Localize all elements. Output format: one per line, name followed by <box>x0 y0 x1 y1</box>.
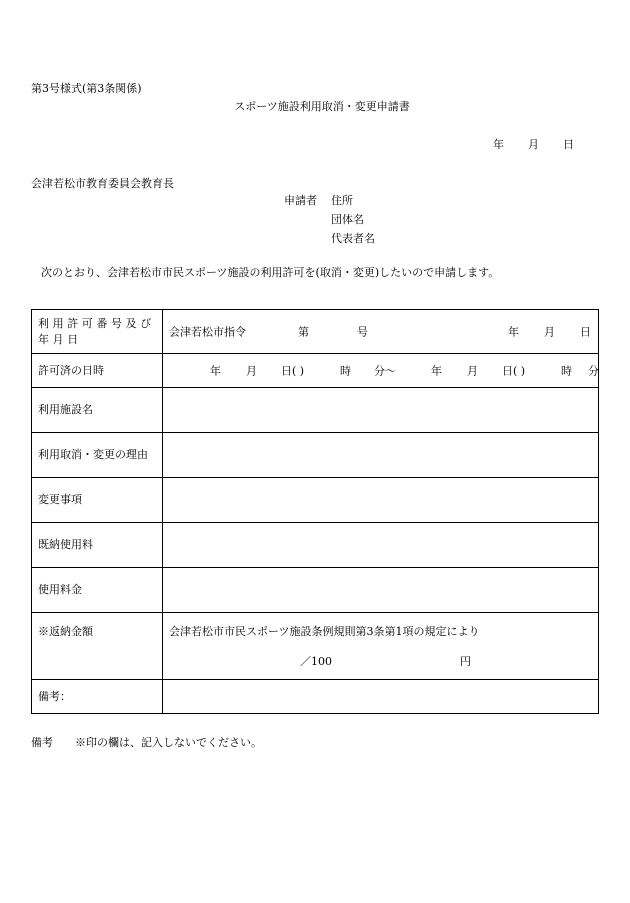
table-row-permit <box>32 310 599 354</box>
remarks-field[interactable] <box>163 680 599 714</box>
table-row-datetime <box>32 354 599 388</box>
change-label: 変更事項 <box>32 478 163 523</box>
dt-year: 年 <box>210 363 221 377</box>
date-month-label: 月 <box>528 138 539 151</box>
dt-minute2: 分 <box>588 363 599 377</box>
permit-label-line2: 年月日 <box>38 332 82 346</box>
applicant-fields <box>331 194 375 251</box>
permit-day: 日 <box>580 324 591 338</box>
form-number: 第3号様式(第3条関係) <box>31 82 142 95</box>
table-row-remarks <box>32 680 599 714</box>
permit-number-field[interactable] <box>163 310 599 354</box>
footer-label: 備考 <box>31 736 53 749</box>
refund-field[interactable] <box>163 613 599 680</box>
dt-day: 日( ) <box>281 363 305 377</box>
permit-go: 号 <box>357 324 368 338</box>
table-row-change <box>32 478 599 523</box>
applicant-address-label: 住所 <box>331 194 353 207</box>
permit-number-label <box>32 310 163 354</box>
date-year-label: 年 <box>493 138 504 151</box>
date-day-label: 日 <box>563 138 574 151</box>
datetime-field[interactable] <box>163 354 599 388</box>
datetime-label: 許可済の日時 <box>32 354 163 388</box>
table-row-facility <box>32 388 599 433</box>
dt-minute-from: 分〜 <box>374 363 396 377</box>
refund-ratio: ／100 <box>300 655 332 668</box>
permit-label-line1: 利用許可番号及び <box>38 316 155 330</box>
refund-rule-text: 会津若松市市民スポーツ施設条例規則第3条第1項の規定により <box>169 625 480 638</box>
request-statement: 次のとおり、会津若松市市民スポーツ施設の利用許可を(取消・変更)したいので申請します。 <box>41 266 500 279</box>
application-date <box>493 138 574 151</box>
footer-note-text: ※印の欄は、記入しないでください。 <box>75 736 262 749</box>
permit-month: 月 <box>544 324 555 338</box>
applicant-group-label: 団体名 <box>331 213 364 226</box>
application-table <box>31 309 599 714</box>
usage-fee-field[interactable] <box>163 568 599 613</box>
dt-hour: 時 <box>340 363 351 377</box>
reason-label: 利用取消・変更の理由 <box>32 433 163 478</box>
paid-fee-field[interactable] <box>163 523 599 568</box>
remarks-label: 備考： <box>32 680 163 714</box>
permit-dai: 第 <box>298 324 309 338</box>
footer-note <box>31 736 262 749</box>
table-row-usage-fee <box>32 568 599 613</box>
dt-day2: 日( ) <box>502 363 526 377</box>
permit-prefix: 会津若松市指令 <box>169 324 246 338</box>
refund-yen: 円 <box>460 655 471 668</box>
applicant-representative-label: 代表者名 <box>331 232 375 245</box>
dt-year2: 年 <box>431 363 442 377</box>
table-row-refund <box>32 613 599 680</box>
addressee: 会津若松市教育委員会教育長 <box>31 177 174 190</box>
refund-label <box>32 613 163 680</box>
refund-label-text: ※返納金額 <box>38 625 93 638</box>
applicant-label: 申請者 <box>284 194 317 207</box>
facility-label: 利用施設名 <box>32 388 163 433</box>
permit-year: 年 <box>508 324 519 338</box>
usage-fee-label: 使用料金 <box>32 568 163 613</box>
dt-month2: 月 <box>467 363 478 377</box>
facility-field[interactable] <box>163 388 599 433</box>
reason-field[interactable] <box>163 433 599 478</box>
paid-fee-label: 既納使用料 <box>32 523 163 568</box>
change-field[interactable] <box>163 478 599 523</box>
table-row-paid-fee <box>32 523 599 568</box>
table-row-reason <box>32 433 599 478</box>
dt-hour2: 時 <box>561 363 572 377</box>
dt-month: 月 <box>246 363 257 377</box>
form-title: スポーツ施設利用取消・変更申請書 <box>234 100 410 113</box>
